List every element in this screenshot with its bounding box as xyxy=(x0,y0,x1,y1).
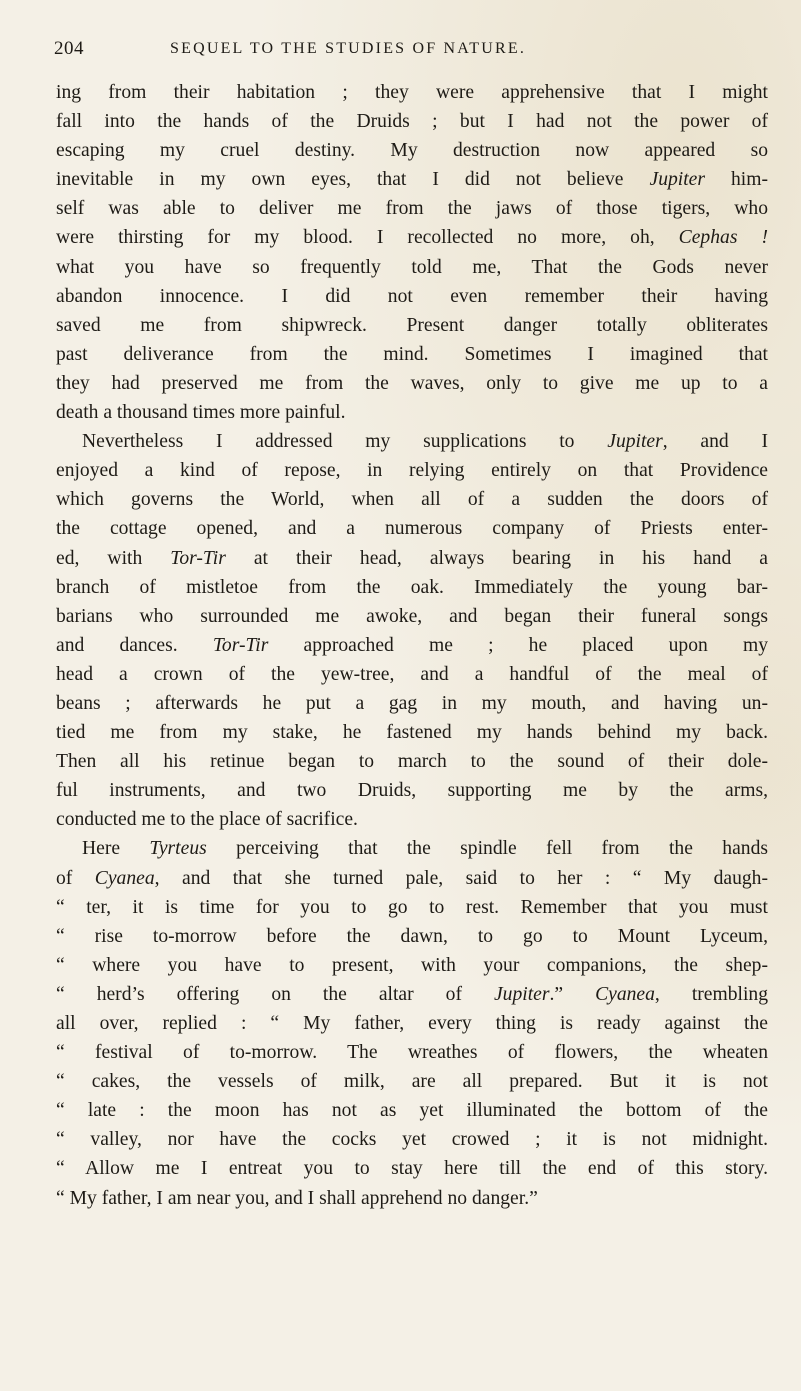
text-segment: “ valley, nor have the cocks yet crowed ; it is not midnight. xyxy=(56,1129,768,1151)
italic-text: Tor-Tir xyxy=(212,634,269,656)
text-line xyxy=(56,485,768,514)
text-line xyxy=(56,107,768,136)
text-line xyxy=(56,398,768,427)
text-line xyxy=(56,776,768,805)
text-segment: “ herd’s offering on the altar of xyxy=(56,983,494,1005)
text-segment: all over, replied : “ My father, every thing is ready against the xyxy=(56,1013,768,1034)
text-segment: escaping my cruel destiny. My destruction now appeared so xyxy=(56,140,768,162)
text-segment: fall into the hands of the Druids ; but I had not the power of xyxy=(56,111,768,133)
text-segment: the cottage opened, and a numerous company of Priests enter- xyxy=(56,518,768,540)
text-segment: branch of mistletoe from the oak. Immediately the young bar- xyxy=(56,576,768,598)
text-line xyxy=(56,1154,768,1183)
text-line xyxy=(56,864,768,893)
text-segment: abandon innocence. I did not even remember their having xyxy=(56,285,768,307)
text-line xyxy=(56,1067,768,1096)
text-line xyxy=(56,1184,768,1213)
text-line xyxy=(56,253,768,282)
text-line xyxy=(56,951,768,980)
text-segment: tied me from my stake, he fastened my hands behind my back. xyxy=(56,722,768,744)
text-line xyxy=(56,805,768,834)
text-segment: self was able to deliver me from the jaws of those tigers, who xyxy=(56,198,768,220)
text-segment: ful instruments, and two Druids, supporting me by the arms, xyxy=(56,780,768,802)
text-segment: enjoyed a kind of repose, in relying entirely on that Providence xyxy=(56,460,768,482)
text-line xyxy=(56,282,768,311)
italic-text: Jupiter xyxy=(649,169,705,191)
text-segment: “ where you have to present, with your companions, the shep- xyxy=(56,954,768,976)
text-line xyxy=(56,922,768,951)
body-text xyxy=(56,78,768,1213)
text-line xyxy=(56,602,768,631)
text-line xyxy=(56,136,768,165)
text-segment: , trembling xyxy=(654,983,769,1005)
running-head xyxy=(46,38,786,68)
page-number: 204 xyxy=(54,38,84,59)
text-segment: they had preserved me from the waves, only to give me up to a xyxy=(56,372,768,394)
text-line xyxy=(56,893,768,922)
text-segment: “ ter, it is time for you to go to rest. Remember that you must xyxy=(56,896,768,918)
text-line xyxy=(56,311,768,340)
text-line xyxy=(56,834,768,863)
text-segment: “ cakes, the vessels of milk, are all prepared. But it is not xyxy=(56,1071,768,1093)
text-segment: Then all his retinue began to march to the sound of their dole- xyxy=(56,751,768,773)
text-segment: approached me ; he placed upon my xyxy=(268,634,769,656)
italic-text: Tor-Tir xyxy=(170,547,226,569)
text-segment: ed, with xyxy=(56,547,171,569)
text-segment: past deliverance from the mind. Sometimes I imagined that xyxy=(56,343,768,365)
text-segment: Nevertheless I addressed my supplications to xyxy=(82,431,608,453)
text-line xyxy=(56,980,768,1009)
italic-text: Cyanea xyxy=(595,983,655,1005)
text-segment: inevitable in my own eyes, that I did not believe xyxy=(56,169,650,191)
text-segment: barians who surrounded me awoke, and began their funeral songs xyxy=(56,605,768,627)
text-segment: death a thousand times more painful. xyxy=(56,402,346,424)
text-segment: which governs the World, when all of a sudden the doors of xyxy=(56,489,768,511)
text-segment: “ My father, I am near you, and I shall apprehend no danger.” xyxy=(56,1187,538,1209)
text-segment: .” xyxy=(549,983,596,1005)
text-line xyxy=(56,223,768,252)
text-line xyxy=(56,544,768,573)
text-segment: head a crown of the yew-tree, and a handful of the meal of xyxy=(56,663,768,685)
text-segment: , and that she turned pale, said to her : “ My daugh- xyxy=(154,867,768,889)
text-segment: saved me from shipwreck. Present danger totally obliterates xyxy=(56,314,768,336)
text-segment: “ Allow me I entreat you to stay here till the end of this story. xyxy=(56,1158,768,1180)
text-segment: ing from their habitation ; they were apprehensive that I might xyxy=(56,82,768,103)
italic-text: Jupiter xyxy=(607,431,663,453)
text-segment: “ rise to-morrow before the dawn, to go to Mount Lyceum, xyxy=(56,925,768,947)
text-line xyxy=(56,1038,768,1067)
text-line xyxy=(56,573,768,602)
text-line xyxy=(56,194,768,223)
text-line xyxy=(56,747,768,776)
text-line xyxy=(56,660,768,689)
text-segment: him- xyxy=(705,169,769,191)
text-line xyxy=(56,718,768,747)
italic-text: Cephas ! xyxy=(678,227,768,249)
text-segment: Here xyxy=(82,838,150,860)
text-line xyxy=(56,427,768,456)
text-line xyxy=(56,78,768,107)
text-segment: perceiving that the spindle fell from the hands xyxy=(206,838,768,860)
italic-text: Jupiter xyxy=(493,983,550,1005)
italic-text: Cyanea xyxy=(94,867,155,889)
text-line xyxy=(56,514,768,543)
text-line xyxy=(56,165,768,194)
text-line xyxy=(56,369,768,398)
text-line xyxy=(56,1009,768,1038)
text-segment: at their head, always bearing in his hand a xyxy=(225,547,768,569)
text-line xyxy=(56,631,768,660)
text-line xyxy=(56,689,768,718)
italic-text: Tyrteus xyxy=(149,838,207,860)
text-segment: were thirsting for my blood. I recollected no more, oh, xyxy=(56,227,679,249)
text-line xyxy=(56,340,768,369)
text-line xyxy=(56,456,768,485)
text-line xyxy=(56,1096,768,1125)
text-segment: and dances. xyxy=(56,634,213,656)
text-segment: beans ; afterwards he put a gag in my mouth, and having un- xyxy=(56,692,768,714)
text-segment: “ festival of to-morrow. The wreathes of flowers, the wheaten xyxy=(56,1042,768,1064)
text-segment: conducted me to the place of sacrifice. xyxy=(56,809,358,831)
text-segment: what you have so frequently told me, That the Gods never xyxy=(56,256,768,278)
text-segment: “ late : the moon has not as yet illuminated the bottom of the xyxy=(56,1100,768,1122)
text-line xyxy=(56,1125,768,1154)
text-segment: , and I xyxy=(662,431,768,453)
running-title: SEQUEL TO THE STUDIES OF NATURE. xyxy=(170,40,527,57)
text-segment: of xyxy=(56,867,95,889)
